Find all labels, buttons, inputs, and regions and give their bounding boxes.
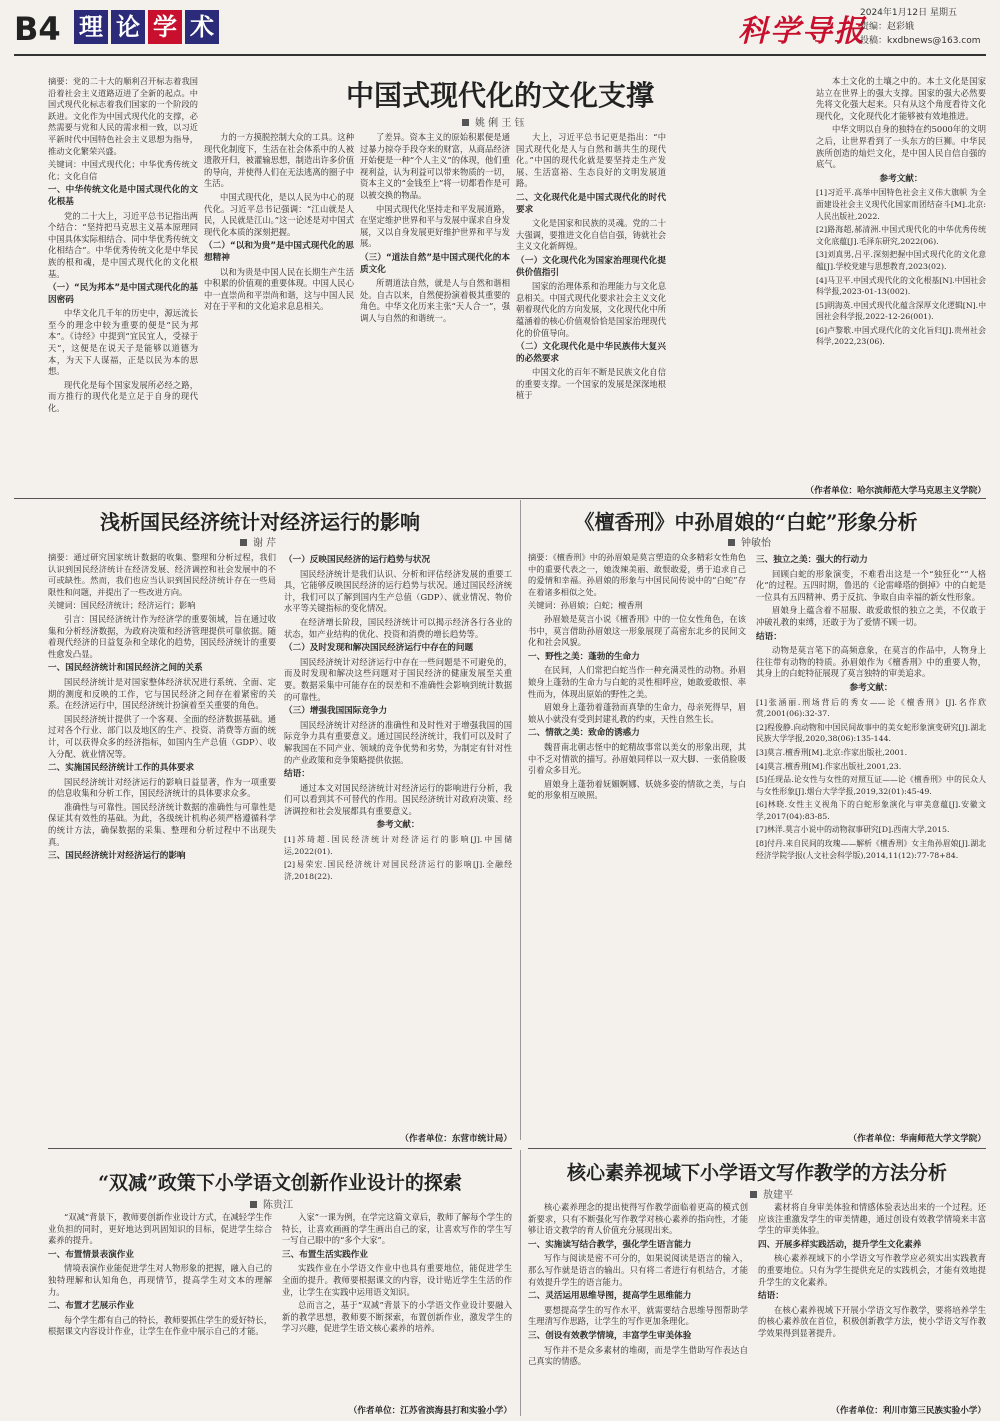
section-heading: 结语： <box>284 769 310 780</box>
reference-item: [6]卢黎歌.中国式现代化的文化旨归[J].贵州社会科学,2022,23(06). <box>816 325 986 347</box>
section-heading: 二、情欲之美：致命的诱惑力 <box>528 728 640 739</box>
section-heading: 一、布置情景表演作业 <box>48 1249 134 1260</box>
paragraph: 中华文化几千年的历史中，源远流长至今的理念中较为重要的便是“民为邦本”。《诗经》中提到“宜民宜人，受禄于天”，这便是在说天子是能够以道德为本，为天下人谋福，正是以民为本的思想。 <box>48 308 198 377</box>
paragraph: 通过本文对国民经济统计对经济运行的影响进行分析，我们可以看到其不可替代的作用。国民经济统计对政府决策、经济调控和社会发展都具有重要意义。 <box>284 782 512 816</box>
paragraph: 现代化是每个国家发展所必经之路，而方推行的现代化是立足于自身的现代化。 <box>48 379 198 414</box>
reference-item: [1]苏琦超.国民经济统计对经济运行的影响[J].中国储运,2022(01). <box>284 835 512 856</box>
section-divider <box>48 1148 512 1149</box>
paragraph: 准确性与可靠性。国民经济统计数据的准确性与可靠性是保证其有效性的基础。为此，各级统计机构必须严格遵循科学的统计方法，确保数据的采集、整理和分析过程中不出现失真。 <box>48 801 276 847</box>
paragraph: 中国式现代化，是以人民为中心的现代化。习近平总书记强调：“江山就是人民，人民就是江山。”这一论述是对中国式现代化本质的深刻把握。 <box>204 191 354 237</box>
section-heading: 三、布置生活实践作业 <box>282 1249 368 1260</box>
article-keywords: 关键词：孙眉娘；白蛇；檀香刑 <box>528 600 643 611</box>
section-char: 学 <box>148 10 182 44</box>
paragraph: 入家”一课为例，在学完这篇文章后，教师了解每个学生的特长，让喜欢画画的学生画出自己的家，让喜欢写作的学生写一写自己眼中的“多个大家”。 <box>282 1212 512 1246</box>
paragraph: 眉娘身上蓬勃着蓬勃而真挚的生命力，母亲死得早，眉娘从小就没有受到封建礼教的约束，天性自然生长。 <box>528 702 746 724</box>
editor-line: 责编：赵彩娥 <box>860 22 915 32</box>
article-byline: 谢 芹 <box>240 534 276 549</box>
paragraph: 写作与阅读是密不可分的，如果说阅读是语言的输入，那么写作就是语言的输出。只有将二者进行有机结合，才能有效提升学生的语言能力。 <box>528 1253 748 1287</box>
paragraph: 眉娘身上蓬勃着妩媚婀娜、妖娆多姿的情欲之美，与白蛇的形象相互映照。 <box>528 778 746 801</box>
reference-item: [8]付丹.来自民间的玫瑰——解析《檀香刑》女主角孙眉娘[J].湖北经济学院学报(人文社会科学版),2014,11(12):77-78+84. <box>756 839 986 860</box>
header-rule <box>14 54 986 56</box>
section-heading: （一）“民为邦本”是中国式现代化的基因密码 <box>48 283 198 305</box>
reference-item: [3]刘真男,吕平.深刻把握中国式现代化的文化意蕴[J].学校党建与思想教育,2023(02). <box>816 250 986 271</box>
paragraph: 回顾白蛇的形象演变，不难看出这是一个“独狂化”“人格化”的过程。五四时期，鲁迅的《论雷峰塔的倒掉》中的白蛇是一位具有五四精神、勇于反抗、争取自由幸福的新女性形象。 <box>756 568 986 602</box>
paragraph: 中华文明以自身的独特在约5000年的文明之后，让世界看到了一头东方的巨狮。中华民族所创造的灿烂文化，是中国人民自信自强的底气。 <box>816 124 986 170</box>
references-heading: 参考文献： <box>849 682 893 693</box>
paragraph: 党的二十大上，习近平总书记指出两个结合：“坚持把马克思主义基本原理同中国具体实际相结合、同中华优秀传统文化相结合”。中华优秀传统文化是中华民族的根和魂，是中国式现代化的文化根基。 <box>48 210 198 279</box>
article-column <box>48 552 276 1142</box>
article-keywords: 关键词：国民经济统计；经济运行；影响 <box>48 600 196 611</box>
article-column <box>48 76 198 496</box>
paragraph: 情境表演作业能促进学生对人物形象的把握，融入自己的独特理解和认知角色，再现情节，提高学生对文本的理解力。 <box>48 1263 272 1297</box>
article-byline: 敖建平 <box>750 1186 793 1201</box>
article-column <box>528 552 746 1142</box>
article-column <box>528 1202 748 1414</box>
paragraph: 国家的治理体系和治理能力与文化息息相关。中国式现代化要求社会主义文化朝着现代化的方向发展，文化现代化中所蕴涵着的核心价值观恰恰是国家治理现代化的价值导向。 <box>516 281 666 338</box>
paragraph: 在经济增长阶段，国民经济统计可以揭示经济各行各业的状态，如产业结构的优化、投资和消费的增长趋势等。 <box>284 616 512 639</box>
article-abstract: 摘要：通过研究国家统计数据的收集、整理和分析过程，我们认识到国民经济统计在经济发展、经济调控和社会发展中的不可或缺性。然而，我们也应当认识到国民经济统计存在一些局限性和问题，并提出了一些改进方向。 <box>48 552 276 597</box>
section-heading: 一、中华传统文化是中国式现代化的文化根基 <box>48 185 198 207</box>
paragraph: 核心素养视域下的小学语文写作教学应必须实出实践教育的重要地位。只有为学生提供充足的实践机会，才能有效地提升学生的文化素养。 <box>758 1253 986 1287</box>
article-column <box>758 1202 986 1402</box>
references-heading: 参考文献： <box>879 173 923 184</box>
author-affiliation: （作者单位：哈尔滨师范大学马克思主义学院） <box>805 486 986 496</box>
section-heading: 结语： <box>758 1291 784 1302</box>
paragraph: 国民经济统计是我们认识、分析和评估经济发展的重要工具，它能够反映国民经济的运行趋势与状况。通过国民经济统计，我们可以了解到国内生产总值（GDP）、就业情况、物价水平等关键指标的变化情况。 <box>284 568 512 614</box>
reference-item: [7]林洋.莫言小说中的动物叙事研究[D].西南大学,2015. <box>756 825 950 835</box>
paragraph: 总而言之，基于“双减”背景下的小学语文作业设计要融入新的教学思想，教师要不断探索，布置创新作业，激发学生的学习兴趣，促进学生语文核心素养的培养。 <box>282 1300 512 1334</box>
issue-date: 2024年1月12日 星期五 <box>860 8 957 18</box>
paragraph: 力的一方摸脱控制大众的工具。这种现代化制度下，生活在社会体系中的人被遗散开归，被灌输思想，制造出许多价值的导向，并使得人们在无法逃离的圈子中生活。 <box>204 132 354 189</box>
reference-item: [2]程俊静.向动物和中国民间故事中的美女蛇形象演变研究[J].湖北民族大学学报,2020,38(06):135-144. <box>756 722 986 744</box>
author-affiliation: （作者单位：利川市第三民族实验小学） <box>831 1406 986 1416</box>
article-byline: 陈贵江 <box>250 1196 293 1211</box>
header-meta <box>860 6 981 48</box>
section-heading: 三、独立之美：强大的行动力 <box>756 555 868 565</box>
section-heading: （二）“以和为贵”是中国式现代化的思想精神 <box>204 241 354 263</box>
section-heading: （三）“道法自然”是中国式现代化的本质文化 <box>360 252 510 275</box>
section-heading: 二、布置才艺展示作业 <box>48 1301 134 1312</box>
article-title: 《檀香刑》中孙眉娘的“白蛇”形象分析 <box>574 510 918 534</box>
section-heading: 三、国民经济统计对经济运行的影响 <box>48 851 186 862</box>
section-heading: （一）文化现代化为国家治理现代化提供价值指引 <box>516 255 666 278</box>
paragraph: 在核心素养视域下开展小学语文写作教学，要将培养学生的核心素养放在首位，积极创新教学方法，使小学语文写作教学效果得到显著提升。 <box>758 1304 986 1338</box>
section-heading: 一、国民经济统计和国民经济之间的关系 <box>48 663 203 674</box>
reference-item: [6]林晓.女性主义视角下的白蛇形象演化与审美意蕴[J].安徽文学,2017(04):83-85. <box>756 800 986 821</box>
article-column <box>204 132 354 496</box>
page-header <box>0 0 1000 56</box>
reference-item: [1]张涵丽.刑场背后的秀女——论《檀香刑》[J].名作欣赏,2001(06):32-37. <box>756 697 986 719</box>
section-heading: 二、文化现代化是中国式现代化的时代要求 <box>516 192 666 215</box>
paragraph: 大上，习近平总书记更是指出：“中国式现代化是人与自然和谐共生的现代化。”中国的现代化就是要坚持走生产发展、生活富裕、生态良好的文明发展道路。 <box>516 132 666 189</box>
article-title: 浅析国民经济统计对经济运行的影响 <box>100 510 420 534</box>
page-number: B4 <box>14 10 61 48</box>
reference-item: [1]习近平.高举中国特色社会主义伟大旗帜 为全面建设社会主义现代化国家而团结奋斗[M].北京:人民出版社,2022. <box>816 188 986 221</box>
paragraph: 在民间，人们常把白蛇当作一种充满灵性的动物。孙眉娘身上蓬勃的生命力与白蛇的灵性相呼应，她敢爱敢恨、率性而为，体现出原始的野性之美。 <box>528 665 746 699</box>
article-abstract: 摘要：党的二十大的顺利召开标志着我国沿着社会主义道路迈进了全新的起点。中国式现代化标志着我们国家的一个阶段的跃进。文化作为中国式现代化的支撑，必然需要与党和人民的需求相一致，以习近平新时代中国特色社会主义思想为指导，推动文化繁荣兴盛。 <box>48 76 198 156</box>
paragraph: 核心素养理念的提出使得写作教学面临着更高的模式创新要求，只有不断强化写作教学对核心素养的指向性，才能够让语文教学的育人价值充分展现出来。 <box>528 1202 748 1236</box>
section-heading: 二、实施国民经济统计工作的具体要求 <box>48 763 195 774</box>
section-heading: 四、开展多样实践活动，提升学生文化素养 <box>758 1239 922 1250</box>
paragraph: 国民经济统计是对国家整体经济状况进行系统、全面、定期的测度和反映的工作，它与国民经济之间存在着紧密的关系。在经济运行中，国民经济统计扮演着至关重要的角色。 <box>48 676 276 711</box>
column-divider <box>520 1150 521 1416</box>
paragraph: 要想提高学生的写作水平，就需要结合思维导图帮助学生理清写作思路，让学生的写作更加条理化。 <box>528 1304 748 1327</box>
reference-item: [3]莫言.檀香刑[M].北京:作家出版社,2001. <box>756 747 908 757</box>
section-title <box>74 10 222 44</box>
paragraph: 实践作业在小学语文作业中也具有重要地位，能促进学生全面的提升。教师要根据课文的内容，设计贴近学生生活的作业，让学生在实践中运用语文知识。 <box>282 1263 512 1297</box>
submission-email: 投稿：kxdbnews@163.com <box>860 36 981 46</box>
reference-item: [4]莫言.檀香刑[M].作家出版社,2001,23. <box>756 761 902 771</box>
section-heading: （三）增强我国国际竞争力 <box>284 706 388 717</box>
section-char: 术 <box>185 10 219 44</box>
paragraph: 文化是国家和民族的灵魂。党的二十大强调，要推进文化自信自强，铸就社会主义文化新辉煌。 <box>516 218 666 252</box>
paragraph: 国民经济统计提供了一个客观、全面的经济数据基础。通过对各个行业、部门以及地区的生产、投资、消费等方面的统计，可以获得众多的经济指标，如国内生产总值（GDP）、收入分配、就业情况等。 <box>48 713 276 759</box>
article-column <box>48 1212 272 1414</box>
section-heading: 结语： <box>756 631 782 642</box>
references-heading: 参考文献： <box>376 820 420 831</box>
paragraph: 中国式现代化坚持走和平发展道路，在坚定维护世界和平与发展中谋求自身发展，又以自身发展更好维护世界和平与发展。 <box>360 203 510 249</box>
section-heading: 二、灵活运用思维导图，提高学生思维能力 <box>528 1291 692 1302</box>
article-title: 核心素养视域下小学语文写作教学的方法分析 <box>566 1162 947 1184</box>
paragraph: 动物是莫言笔下的高频意象，在莫言的作品中，人物身上往往带有动物的特质。孙眉娘作为《檀香刑》中的重要人物，其身上的白蛇特征展现了莫言独特的审美追求。 <box>756 645 986 679</box>
author-affiliation: （作者单位：东营市统计局） <box>400 1134 512 1144</box>
author-affiliation: （作者单位：华南师范大学文学院） <box>848 1134 986 1144</box>
paragraph: 了差异。资本主义的原始积累便是通过暴力掠夺手段夺来的财富，从商品经济开始便是一种“个人主义”的体现，他们重视利益，认为利益可以带来物质的一切，资本主义的“金钱至上”将一切都看作是可以被交换的物品。 <box>360 132 510 200</box>
paragraph: 素材将自身审美体验和情感体验表达出来的一个过程。还应该注重激发学生的审美情趣，通过创设有效教学情境来丰富学生的审美体验。 <box>758 1202 986 1236</box>
article-title: “双减”政策下小学语文创新作业设计的探索 <box>98 1172 462 1194</box>
section-heading: 一、实施读写结合教学，强化学生语言能力 <box>528 1239 692 1250</box>
section-heading: 一、野性之美：蓬勃的生命力 <box>528 651 640 662</box>
article-column <box>282 1212 512 1402</box>
article-column <box>360 132 510 496</box>
column-divider <box>520 500 521 1140</box>
article-title: 中国式现代化的文化支撑 <box>345 79 654 112</box>
section-heading: （二）及时发现和解决国民经济运行中存在的问题 <box>284 643 474 654</box>
section-heading: 三、创设有效教学情境，丰富学生审美体验 <box>528 1330 692 1341</box>
article-abstract: 摘要：《檀香刑》中的孙眉娘是莫言塑造的众多精彩女性角色中的重要代表之一，她泼辣美丽、敢恨敢爱，勇于追求自己的爱情和幸福。孙眉娘的形象与中国民间传说中的“白蛇”存在着诸多相似之处。 <box>528 552 746 597</box>
section-heading: （一）反映国民经济的运行趋势与状况 <box>284 555 431 565</box>
reference-item: [2]路海超,郝清洲.中国式现代化的中华优秀传统文化底蕴[J].毛泽东研究,2022(06). <box>816 225 986 246</box>
reference-item: [5]明海英.中国式现代化蕴含深厚文化逻辑[N].中国社会科学报,2022-12-26(001). <box>816 300 986 322</box>
article-keywords: 关键词：中国式现代化；中华优秀传统文化；文化自信 <box>48 159 198 181</box>
paragraph: 孙眉娘是莫言小说《檀香刑》中的一位女性角色，在该书中，莫言借助孙眉娘这一形象展现了高密东北乡的民间文化和社会风貌。 <box>528 613 746 648</box>
paragraph: 国民经济统计对经济运行的影响日益显著，作为一项重要的信息收集和分析工作，国民经济统计的具体要求众多。 <box>48 776 276 799</box>
paragraph: 以和为贵是中国人民在长期生产生活中积累的价值观的重要体现。中国人民心中一直崇尚和平崇尚和谐，这与中国人民对在于平和的文化追求息息相关。 <box>204 266 354 312</box>
paragraph: 写作并不是众多素材的堆砌，而是学生借助写作表达自己真实的情感。 <box>528 1344 748 1367</box>
section-divider <box>528 1148 986 1149</box>
reference-item: [5]任现品.论女性与女性的对照互证——论《檀香刑》中的民众人与女性形象[J].烟台大学学报,2019,32(01):45-49. <box>756 775 986 796</box>
paragraph: 所谓道法自然，就是人与自然和谐相处。自古以来，自然便扮演着极其重要的角色。中华文化历来主张“天人合一”，强调人与自然的和谐统一。 <box>360 278 510 323</box>
article-column <box>816 76 986 496</box>
section-heading: （二）文化现代化是中华民族伟大复兴的必然要求 <box>516 342 666 364</box>
reference-item: [2]易荣宏.国民经济统计对国民经济运行的影响[J].全融经济,2018(22). <box>284 860 512 881</box>
paragraph: “双减”背景下，教师要创新作业设计方式，在减轻学生作业负担的同时，更好地达到巩固知识的目标，促进学生综合素养的提升。 <box>48 1212 272 1246</box>
section-divider <box>14 498 986 499</box>
section-char: 论 <box>111 10 145 44</box>
paragraph: 中国文化的百年不断是民族文化自信的重要支撑。一个国家的发展是深深地根植于 <box>516 367 666 401</box>
article-column <box>284 552 512 1142</box>
newspaper-logo: 科学导报 <box>738 14 866 49</box>
article-byline: 钟敏怡 <box>728 534 771 549</box>
paragraph: 国民经济统计对经济运行中存在一些问题是不可避免的，而及时发现和解决这些问题对于国民经济的健康发展至关重要。数据采集中可能存在的误差和不准确性会影响到统计数据的可靠性。 <box>284 656 512 702</box>
paragraph: 眉娘身上蕴含着不屈服、敢爱敢恨的独立之美，不仅敢于冲破礼教的束缚，还敢于为了爱情不顾一切。 <box>756 605 986 627</box>
reference-item: [4]马卫平.中国式现代化的文化根基[N].中国社会科学报,2023-01-13(002). <box>816 275 986 297</box>
article-byline: 姚 俐 王 钰 <box>462 114 525 129</box>
paragraph: 魏晋南北朝志怪中的蛇精故事常以美女的形象出现，其中不乏对情欲的描写。孙眉娘同样以一双大脚、一张俏脸吸引着众多目光。 <box>528 741 746 776</box>
article-column <box>516 132 666 496</box>
paragraph: 国民经济统计对经济的准确性和及时性对于增强我国的国际竞争力具有重要意义。通过国民经济统计，我们可以及时了解我国在不同产业、领域的竞争优势和劣势，为制定有针对性的产业政策和竞争策略提供依据。 <box>284 719 512 765</box>
paragraph: 本土文化的土壤之中的。本土文化是国家站立在世界上的强大支撑。国家的强大必然要先将文化强大起来。只有从这个角度看待文化现代化，文化现代化才能够被有效地推进。 <box>816 76 986 121</box>
author-affiliation: （作者单位：江苏省滨海县打和实验小学） <box>348 1406 512 1416</box>
paragraph: 每个学生都有自己的特长，教师要抓住学生的爱好特长，根据课文内容设计作业，让学生在作业中展示自己的才能。 <box>48 1314 272 1337</box>
paragraph: 引言：国民经济统计作为经济学的重要领域，旨在通过收集和分析经济数据，为政府决策和经济管理提供可靠依据。随着现代经济的日益复杂和全球化的趋势，国民经济统计的重要性愈发凸显。 <box>48 613 276 659</box>
article-column <box>756 552 986 1142</box>
section-char: 理 <box>74 10 108 44</box>
